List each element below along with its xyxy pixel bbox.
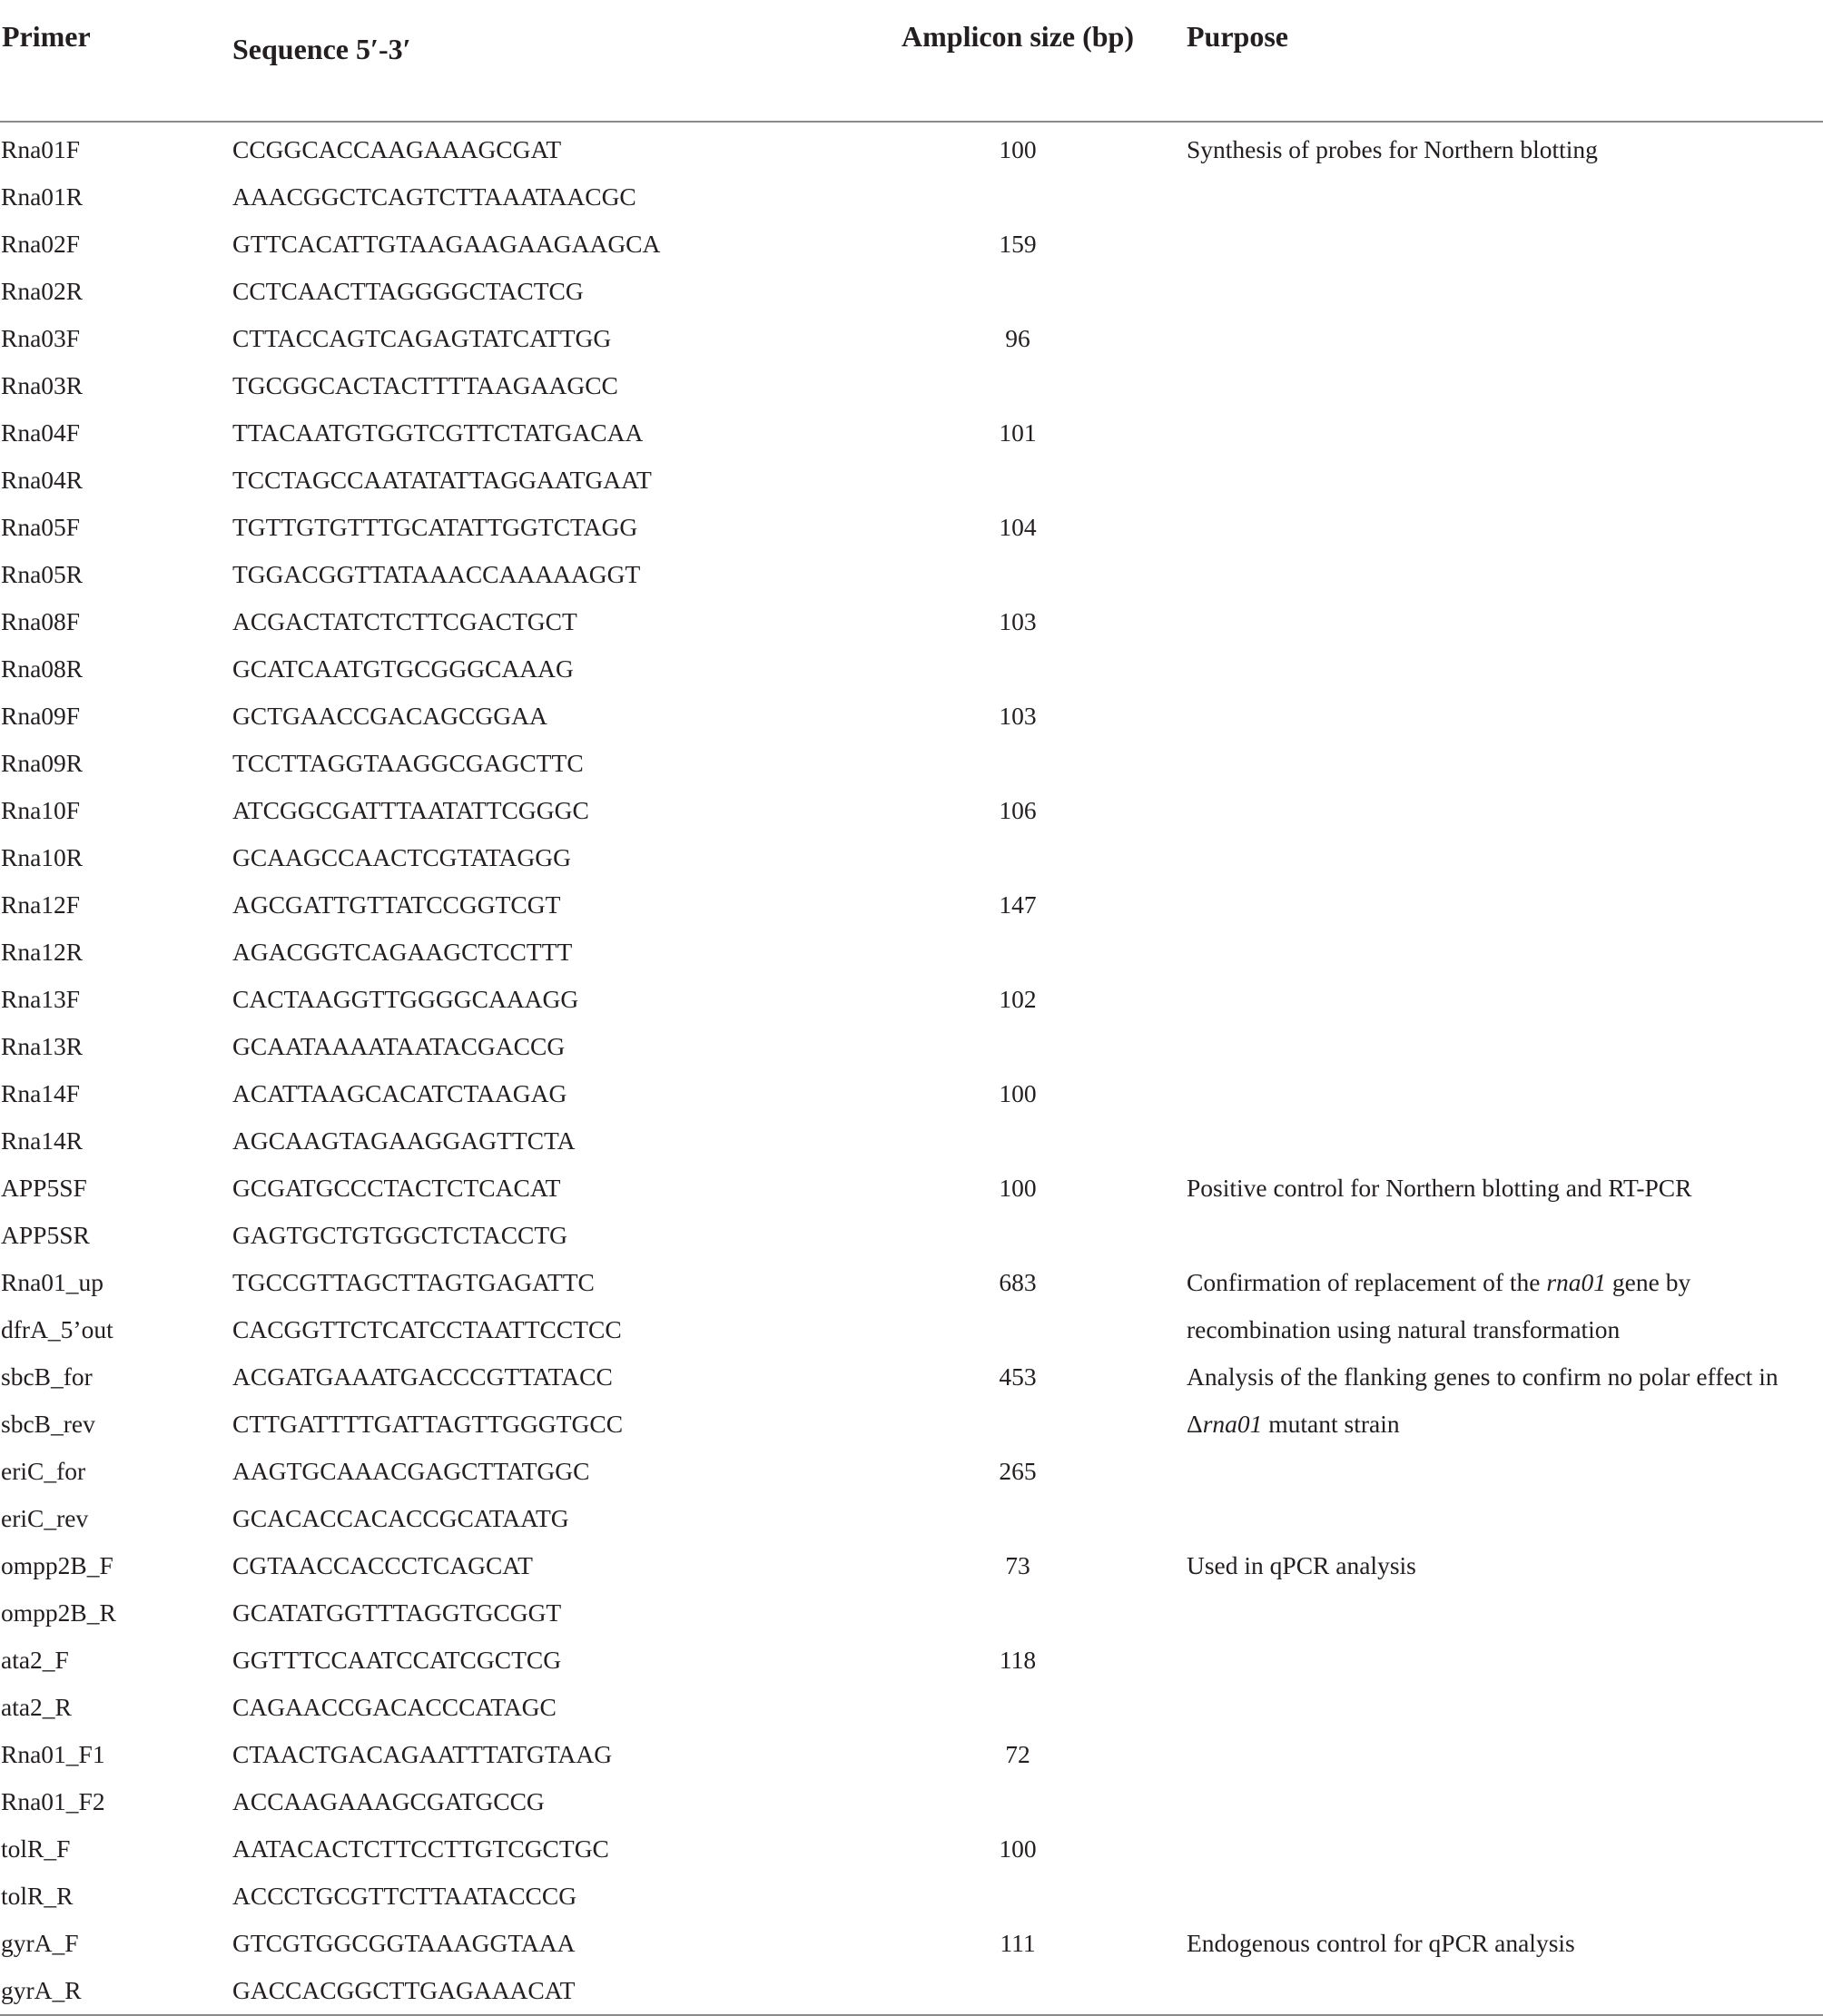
purpose-cell [1186,504,1823,551]
sequence-cell: TGTTGTGTTTGCATATTGGTCTAGG [232,513,638,542]
purpose-cell [1186,740,1823,787]
primer-name-cell: Rna10F [1,796,81,825]
amplicon-size-cell: 453 [999,1362,1037,1392]
purpose-cell [1186,362,1823,409]
purpose-cell: Synthesis of probes for Northern blotting [1187,135,1598,164]
table-row [0,1401,1823,1448]
purpose-cell [1186,1778,1823,1825]
table-row [0,1589,1823,1637]
purpose-cell [1186,1637,1823,1684]
sequence-cell: ACCCTGCGTTCTTAATACCCG [232,1882,577,1911]
purpose-cell [1186,1448,1823,1495]
table-row [0,1117,1823,1165]
table-row [0,1637,1823,1684]
sequence-cell: AGCGATTGTTATCCGGTCGT [232,890,561,919]
table-row [0,1212,1823,1259]
table-row [0,1920,1823,1967]
primer-name-cell: gyrA_R [1,1976,82,2005]
primer-name-cell: sbcB_rev [1,1410,95,1439]
primer-name-cell: Rna05R [1,560,84,589]
sequence-cell: ACGACTATCTCTTCGACTGCT [232,607,577,636]
sequence-cell: ACCAAGAAAGCGATGCCG [232,1787,545,1816]
sequence-cell: GCACACCACACCGCATAATG [232,1504,569,1533]
purpose-cell [1186,881,1823,929]
amplicon-size-cell: 118 [999,1646,1037,1675]
amplicon-size-cell: 101 [999,418,1037,447]
amplicon-size-cell [850,740,1186,787]
header-amplicon-size: Amplicon size (bp) [850,0,1186,122]
amplicon-size-cell: 96 [1005,324,1030,353]
sequence-cell: GCATCAATGTGCGGGCAAAG [232,654,574,683]
purpose-cell [1186,1495,1823,1542]
primer-name-cell: Rna13F [1,985,81,1014]
table-row [0,221,1823,268]
table-row [0,1353,1823,1401]
primer-name-cell: Rna04R [1,466,84,495]
table-row [0,409,1823,457]
table-row [0,457,1823,504]
sequence-cell: CAGAACCGACACCCATAGC [232,1693,557,1722]
purpose-cell [1186,315,1823,362]
primer-name-cell: gyrA_F [1,1929,79,1958]
purpose-cell: Positive control for Northern blotting and RT-PCR [1187,1174,1692,1203]
table-row [0,1448,1823,1495]
purpose-gene-italic: rna01 [1546,1268,1607,1297]
amplicon-size-cell: 147 [999,890,1037,919]
sequence-cell: AATACACTCTTCCTTGTCGCTGC [232,1834,609,1864]
table-row [0,504,1823,551]
sequence-cell: GACCACGGCTTGAGAAACAT [232,1976,576,2005]
amplicon-size-cell [850,1212,1186,1259]
primer-name-cell: Rna01_F1 [1,1740,105,1769]
sequence-cell: AGACGGTCAGAAGCTCCTTT [232,938,573,967]
purpose-cell [1186,1401,1823,1448]
amplicon-size-cell [850,1684,1186,1731]
amplicon-size-cell [850,1117,1186,1165]
primer-name-cell: Rna08R [1,654,84,683]
amplicon-size-cell [850,457,1186,504]
primer-name-cell: Rna03F [1,324,81,353]
table-body [0,122,1823,2015]
table-row [0,362,1823,409]
table-row [0,1495,1823,1542]
amplicon-size-cell: 73 [1005,1551,1030,1580]
header-row [0,0,1823,122]
primer-name-cell: Rna01_F2 [1,1787,105,1816]
purpose-cell [1186,173,1823,221]
amplicon-size-cell [850,1023,1186,1070]
sequence-cell: TGGACGGTTATAAACCAAAAAGGT [232,560,641,589]
table-row [0,122,1823,173]
table-row [0,1023,1823,1070]
primer-name-cell: Rna13R [1,1032,84,1061]
primer-name-cell: Rna14R [1,1126,84,1156]
table-row [0,1165,1823,1212]
primer-name-cell: APP5SF [1,1174,87,1203]
purpose-cell: Used in qPCR analysis [1187,1551,1416,1580]
purpose-cell [1186,1070,1823,1117]
purpose-cell [1186,1731,1823,1778]
amplicon-size-cell [850,1589,1186,1637]
amplicon-size-cell [850,268,1186,315]
sequence-cell: GCATATGGTTTAGGTGCGGT [232,1598,562,1628]
primer-name-cell: Rna01F [1,135,81,164]
amplicon-size-cell: 100 [999,1174,1037,1203]
table-header [0,0,1823,122]
table-row [0,1542,1823,1589]
sequence-cell: GTCGTGGCGGTAAAGGTAAA [232,1929,576,1958]
purpose-cell [1186,1967,1823,2015]
purpose-cell [1186,645,1823,693]
primer-name-cell: sbcB_for [1,1362,93,1392]
primer-name-cell: ata2_F [1,1646,69,1675]
amplicon-size-cell [850,362,1186,409]
amplicon-size-cell: 103 [999,702,1037,731]
table-row [0,1825,1823,1873]
table-row [0,315,1823,362]
table-row [0,1259,1823,1306]
purpose-cell [1186,551,1823,598]
header-sequence: Sequence 5′-3′ [232,0,850,122]
purpose-cell [1186,1023,1823,1070]
primer-name-cell: dfrA_5’out [1,1315,113,1344]
sequence-cell: TTACAATGTGGTCGTTCTATGACAA [232,418,644,447]
purpose-text-pre: Confirmation of replacement of the [1187,1268,1547,1297]
purpose-cell [1186,409,1823,457]
primer-name-cell: ata2_R [1,1693,72,1722]
sequence-cell: AGCAAGTAGAAGGAGTTCTA [232,1126,576,1156]
purpose-cell [1186,221,1823,268]
amplicon-size-cell: 100 [999,135,1037,164]
table-row [0,929,1823,976]
amplicon-size-cell: 159 [999,230,1037,259]
purpose-cell: Analysis of the flanking genes to confirm no polar effect in [1187,1362,1779,1392]
table-row [0,1873,1823,1920]
sequence-cell: GCAATAAAATAATACGACCG [232,1032,566,1061]
sequence-cell: CTTGATTTTGATTAGTTGGGTGCC [232,1410,624,1439]
primer-name-cell: Rna03R [1,371,84,400]
sequence-cell: AAACGGCTCAGTCTTAAATAACGC [232,182,636,211]
table-row [0,1306,1823,1353]
purpose-text-post: mutant strain [1262,1410,1400,1439]
sequence-cell: CACGGTTCTCATCCTAATTCCTCC [232,1315,622,1344]
table-row [0,268,1823,315]
amplicon-size-cell: 100 [999,1834,1037,1864]
amplicon-size-cell [850,173,1186,221]
primer-name-cell: Rna12R [1,938,84,967]
primer-name-cell: Rna12F [1,890,81,919]
sequence-cell: TCCTTAGGTAAGGCGAGCTTC [232,749,584,778]
purpose-cell [1186,976,1823,1023]
sequence-cell: GAGTGCTGTGGCTCTACCTG [232,1221,568,1250]
amplicon-size-cell: 102 [999,985,1037,1014]
sequence-cell: GCAAGCCAACTCGTATAGGG [232,843,571,872]
table-row [0,1967,1823,2015]
purpose-cell [1186,457,1823,504]
purpose-cell [1186,787,1823,834]
sequence-cell: ACGATGAAATGACCCGTTATACC [232,1362,613,1392]
amplicon-size-cell: 265 [999,1457,1037,1486]
primer-name-cell: tolR_F [1,1834,71,1864]
table-row [0,173,1823,221]
sequence-cell: GCTGAACCGACAGCGGAA [232,702,547,731]
primer-name-cell: Rna09R [1,749,84,778]
purpose-cell [1186,834,1823,881]
primer-name-cell: Rna02F [1,230,81,259]
amplicon-size-cell: 104 [999,513,1037,542]
primer-name-cell: Rna02R [1,277,84,306]
primer-name-cell: Rna05F [1,513,81,542]
table-row [0,551,1823,598]
purpose-cell [1186,693,1823,740]
sequence-cell: TGCGGCACTACTTTTAAGAAGCC [232,371,618,400]
table-row [0,1684,1823,1731]
primer-name-cell: Rna09F [1,702,81,731]
amplicon-size-cell [850,1306,1186,1353]
sequence-cell: CTTACCAGTCAGAGTATCATTGG [232,324,612,353]
sequence-cell: CCGGCACCAAGAAAGCGAT [232,135,562,164]
table-row [0,1070,1823,1117]
purpose-cell [1186,1825,1823,1873]
sequence-cell: CCTCAACTTAGGGGCTACTCG [232,277,584,306]
table-row [0,1731,1823,1778]
purpose-cell [1186,598,1823,645]
table-row [0,693,1823,740]
purpose-cell [1186,1117,1823,1165]
amplicon-size-cell [850,834,1186,881]
purpose-text-post: gene by [1606,1268,1691,1297]
primer-name-cell: Rna04F [1,418,81,447]
sequence-cell: TGCCGTTAGCTTAGTGAGATTC [232,1268,595,1297]
table-row [0,787,1823,834]
amplicon-size-cell: 111 [1000,1929,1036,1958]
amplicon-size-cell [850,929,1186,976]
purpose-cell [1186,1212,1823,1259]
sequence-cell: CGTAACCACCCTCAGCAT [232,1551,533,1580]
primer-name-cell: APP5SR [1,1221,90,1250]
amplicon-size-cell: 683 [999,1268,1037,1297]
amplicon-size-cell: 103 [999,607,1037,636]
primer-name-cell: tolR_R [1,1882,74,1911]
primer-name-cell: Rna08F [1,607,81,636]
sequence-cell: GTTCACATTGTAAGAAGAAGAAGCA [232,230,661,259]
purpose-cell: Endogenous control for qPCR analysis [1187,1929,1575,1958]
sequence-cell: GGTTTCCAATCCATCGCTCG [232,1646,562,1675]
primer-name-cell: Rna14F [1,1079,81,1108]
purpose-cell [1186,1259,1823,1306]
amplicon-size-cell: 106 [999,796,1037,825]
sequence-cell: AAGTGCAAACGAGCTTATGGC [232,1457,590,1486]
sequence-cell: ATCGGCGATTTAATATTCGGGC [232,796,589,825]
purpose-cell [1186,1873,1823,1920]
header-purpose: Purpose [1186,0,1823,122]
amplicon-size-cell [850,551,1186,598]
amplicon-size-cell [850,1967,1186,2015]
purpose-cell [1186,268,1823,315]
purpose-cell [1186,1684,1823,1731]
purpose-cell [1186,1589,1823,1637]
purpose-cell [1186,929,1823,976]
header-primer: Primer [0,0,232,122]
amplicon-size-cell: 100 [999,1079,1037,1108]
purpose-text-pre: Δ [1187,1410,1203,1439]
sequence-cell: CACTAAGGTTGGGGCAAAGG [232,985,579,1014]
primer-name-cell: eriC_for [1,1457,86,1486]
amplicon-size-cell [850,1495,1186,1542]
sequence-cell: TCCTAGCCAATATATTAGGAATGAAT [232,466,652,495]
table-row [0,976,1823,1023]
amplicon-size-cell [850,1873,1186,1920]
table-row [0,881,1823,929]
amplicon-size-cell [850,1401,1186,1448]
purpose-cell: recombination using natural transformation [1187,1315,1621,1344]
primer-name-cell: Rna01R [1,182,84,211]
table-row [0,740,1823,787]
primer-name-cell: Rna10R [1,843,84,872]
table-row [0,1778,1823,1825]
amplicon-size-cell [850,645,1186,693]
primer-name-cell: Rna01_up [1,1268,104,1297]
amplicon-size-cell [850,1778,1186,1825]
sequence-cell: ACATTAAGCACATCTAAGAG [232,1079,567,1108]
table-row [0,834,1823,881]
primer-name-cell: ompp2B_F [1,1551,113,1580]
sequence-cell: GCGATGCCCTACTCTCACAT [232,1174,561,1203]
table-row [0,645,1823,693]
amplicon-size-cell: 72 [1005,1740,1030,1769]
table-row [0,598,1823,645]
primer-name-cell: eriC_rev [1,1504,89,1533]
sequence-cell: CTAACTGACAGAATTTATGTAAG [232,1740,613,1769]
purpose-gene-italic: rna01 [1202,1410,1263,1439]
primer-name-cell: ompp2B_R [1,1598,116,1628]
